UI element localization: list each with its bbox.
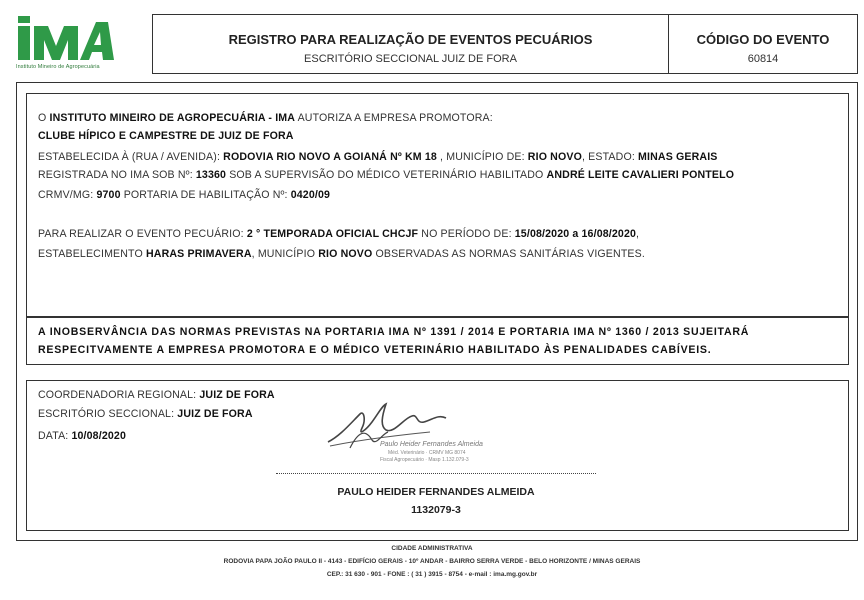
- coordination-value: JUIZ DE FORA: [199, 389, 275, 401]
- header-title-box: [152, 14, 669, 74]
- auth-line-4: REGISTRADA NO IMA SOB Nº: 13360 SOB A SUPERVISÃO DO MÉDICO VETERINÁRIO HABILITADO ANDRÉ LEITE CAVALIERI PONTELO: [38, 169, 735, 181]
- institute-name: INSTITUTO MINEIRO DE AGROPECUÁRIA - IMA: [49, 112, 296, 124]
- footer-line-2: RODOVIA PAPA JOÃO PAULO II - 4143 - EDIFÍCIO GERAIS - 10º ANDAR - BAIRRO SERRA VERDE - BELO HORIZONTE / MINAS GERAIS: [223, 558, 641, 565]
- signer-name: PAULO HEIDER FERNANDES ALMEIDA: [337, 486, 535, 498]
- auth-line-2: [38, 130, 294, 142]
- event-code-label: CÓDIGO DO EVENTO: [696, 32, 830, 47]
- auth-line-5: CRMV/MG: 9700 PORTARIA DE HABILITAÇÃO Nº: 0420/09: [38, 189, 331, 201]
- office-value: JUIZ DE FORA: [177, 408, 253, 420]
- auth-line-1: O INSTITUTO MINEIRO DE AGROPECUÁRIA - IMA AUTORIZA A EMPRESA PROMOTORA:: [38, 112, 493, 124]
- warning-section: [26, 317, 849, 365]
- crmv-value: 9700: [96, 189, 121, 201]
- establishment-value: HARAS PRIMAVERA: [145, 248, 252, 260]
- company-name: CLUBE HÍPICO E CAMPESTRE DE JUIZ DE FORA: [38, 130, 294, 142]
- svg-text:Fiscal Agropecuário · Masp 1.1: Fiscal Agropecuário · Masp 1.132.079-3: [380, 457, 469, 463]
- event-code-box: [668, 14, 858, 74]
- vet-name-value: ANDRÉ LEITE CAVALIERI PONTELO: [546, 169, 735, 181]
- coordination-line: COORDENADORIA REGIONAL: JUIZ DE FORA: [38, 389, 275, 401]
- ima-logo: [14, 12, 124, 74]
- auth-line-3: ESTABELECIDA À (RUA / AVENIDA): RODOVIA RIO NOVO A GOIANÁ Nº KM 18 , MUNICÍPIO DE: RIO NOVO, ESTADO: MINAS GERAIS: [38, 151, 718, 163]
- municipality-value: RIO NOVO: [527, 151, 582, 163]
- office-line: ESCRITÓRIO SECCIONAL: JUIZ DE FORA: [38, 408, 253, 420]
- establishment-municipality-value: RIO NOVO: [318, 248, 373, 260]
- portaria-value: 0420/09: [290, 189, 331, 201]
- svg-text:Méd. Veterinário · CRMV MG 807: Méd. Veterinário · CRMV MG 8074: [388, 450, 466, 456]
- warning-line-2: RESPECITVAMENTE A EMPRESA PROMOTORA E O MÉDICO VETERINÁRIO HABILITADO ÀS PENALIDADES CABÍVEIS.: [38, 344, 712, 356]
- logo-caption: Instituto Mineiro de Agropecuária: [16, 64, 100, 70]
- address-value: RODOVIA RIO NOVO A GOIANÁ Nº KM 18: [223, 151, 437, 163]
- state-value: MINAS GERAIS: [638, 151, 718, 163]
- footer-line-3: CEP.: 31 630 - 901 - FONE : ( 31 ) 3915 - 8754 - e-mail : ima.mg.gov.br: [326, 571, 538, 578]
- signer-id: 1132079-3: [411, 504, 461, 516]
- auth-line-7: ESTABELECIMENTO HARAS PRIMAVERA, MUNICÍPIO RIO NOVO OBSERVADAS AS NORMAS SANITÁRIAS VIGENTES.: [38, 248, 645, 260]
- signature-image: [320, 396, 550, 466]
- authorization-section: [26, 93, 849, 317]
- ima-logo-mark: [18, 16, 114, 60]
- document-title: REGISTRO PARA REALIZAÇÃO DE EVENTOS PECUÁRIOS: [228, 32, 593, 47]
- date-value: 10/08/2020: [71, 430, 126, 442]
- event-code-value: 60814: [747, 53, 779, 65]
- signature-line: [276, 473, 596, 474]
- auth-line-6: PARA REALIZAR O EVENTO PECUÁRIO: 2 ° TEMPORADA OFICIAL CHCJF NO PERÍODO DE: 15/08/2020 a 16/08/2020,: [38, 228, 640, 240]
- ima-number-value: 13360: [195, 169, 227, 181]
- warning-line-1: A INOBSERVÂNCIA DAS NORMAS PREVISTAS NA PORTARIA IMA Nº 1391 / 2014 E PORTARIA IMA Nº 1360 / 2013 SUJEITARÁ: [38, 326, 750, 338]
- document-subtitle: ESCRITÓRIO SECCIONAL JUIZ DE FORA: [304, 53, 517, 65]
- footer-line-1: CIDADE ADMINISTRATIVA: [391, 545, 473, 552]
- date-line: DATA: 10/08/2020: [38, 430, 126, 442]
- svg-text:Paulo Heider Fernandes Almeida: Paulo Heider Fernandes Almeida: [380, 441, 483, 448]
- event-name-value: 2 ° TEMPORADA OFICIAL CHCJF: [246, 228, 419, 240]
- period-value: 15/08/2020 a 16/08/2020: [514, 228, 637, 240]
